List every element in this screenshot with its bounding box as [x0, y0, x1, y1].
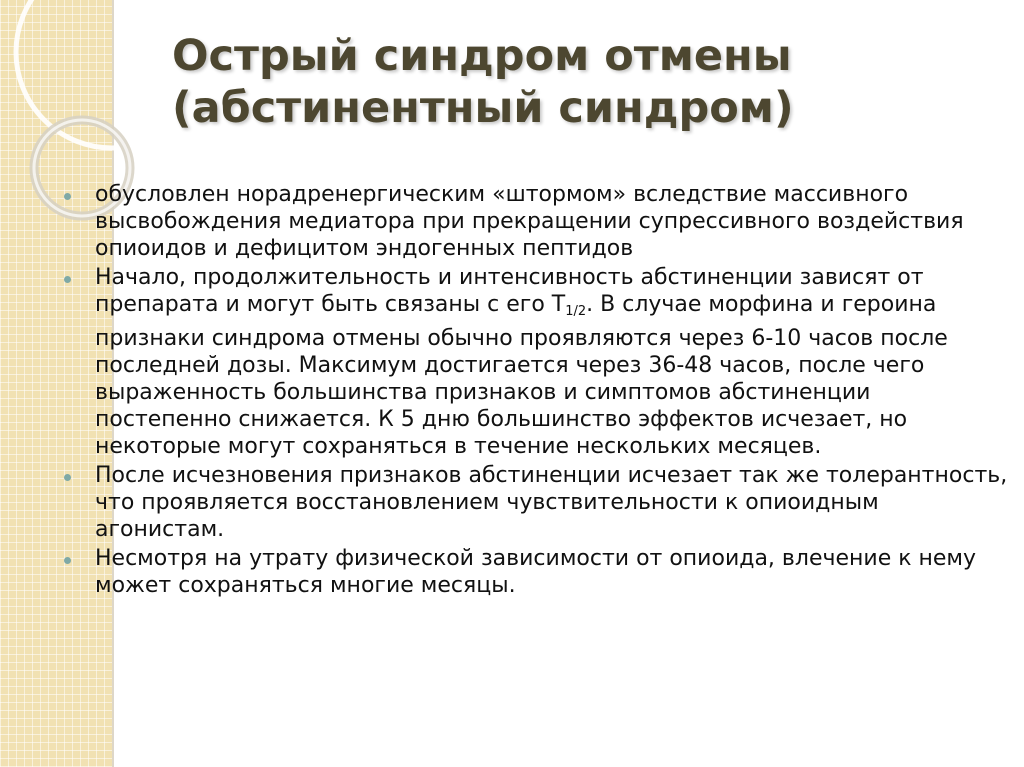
bullet-dot-icon	[64, 193, 71, 200]
bullet-item	[64, 545, 1012, 599]
bullet-item	[64, 264, 1012, 460]
bullet-dot-icon	[64, 276, 71, 283]
half-life-subscript: 1/2	[565, 304, 587, 319]
bullet-text: обусловлен норадренергическим «штормом» вследствие массивного высвобождения медиатора при прекращении супрессивного воздействия опиоидов и дефицитом эндогенных пептидов	[95, 182, 964, 261]
bullet-item	[64, 181, 1012, 262]
bullet-text-part-1: Начало, продолжительность и интенсивность абстиненции зависят от препарата и могут быть связаны с его Т	[95, 265, 924, 317]
bullet-text: После исчезновения признаков абстиненции исчезает так же толерантность, что проявляется восстановлением чувствительности к опиоидным агонистам.	[95, 463, 1008, 542]
bullet-item	[64, 462, 1012, 543]
bullet-dot-icon	[64, 474, 71, 481]
bullet-list	[64, 181, 1012, 601]
bullet-dot-icon	[64, 557, 71, 564]
slide-title-line-1: Острый синдром отмены	[172, 31, 792, 81]
bullet-text: Несмотря на утрату физической зависимости от опиоида, влечение к нему может сохраняться многие месяцы.	[95, 546, 977, 598]
bullet-text-part-2: . В случае морфина и героина признаки синдрома отмены обычно проявляются через 6-10 часов после последней дозы. Максимум достигается через 36-48 часов, после чего выраженность большинства признаков и симптомов абстиненции постепенно снижается. К 5 дню большинство эффектов исчезает, но некоторые могут сохраняться в течение нескольких месяцев.	[95, 292, 948, 459]
slide-title-line-2: (абстинентный синдром)	[172, 83, 794, 133]
slide-title	[172, 30, 992, 134]
